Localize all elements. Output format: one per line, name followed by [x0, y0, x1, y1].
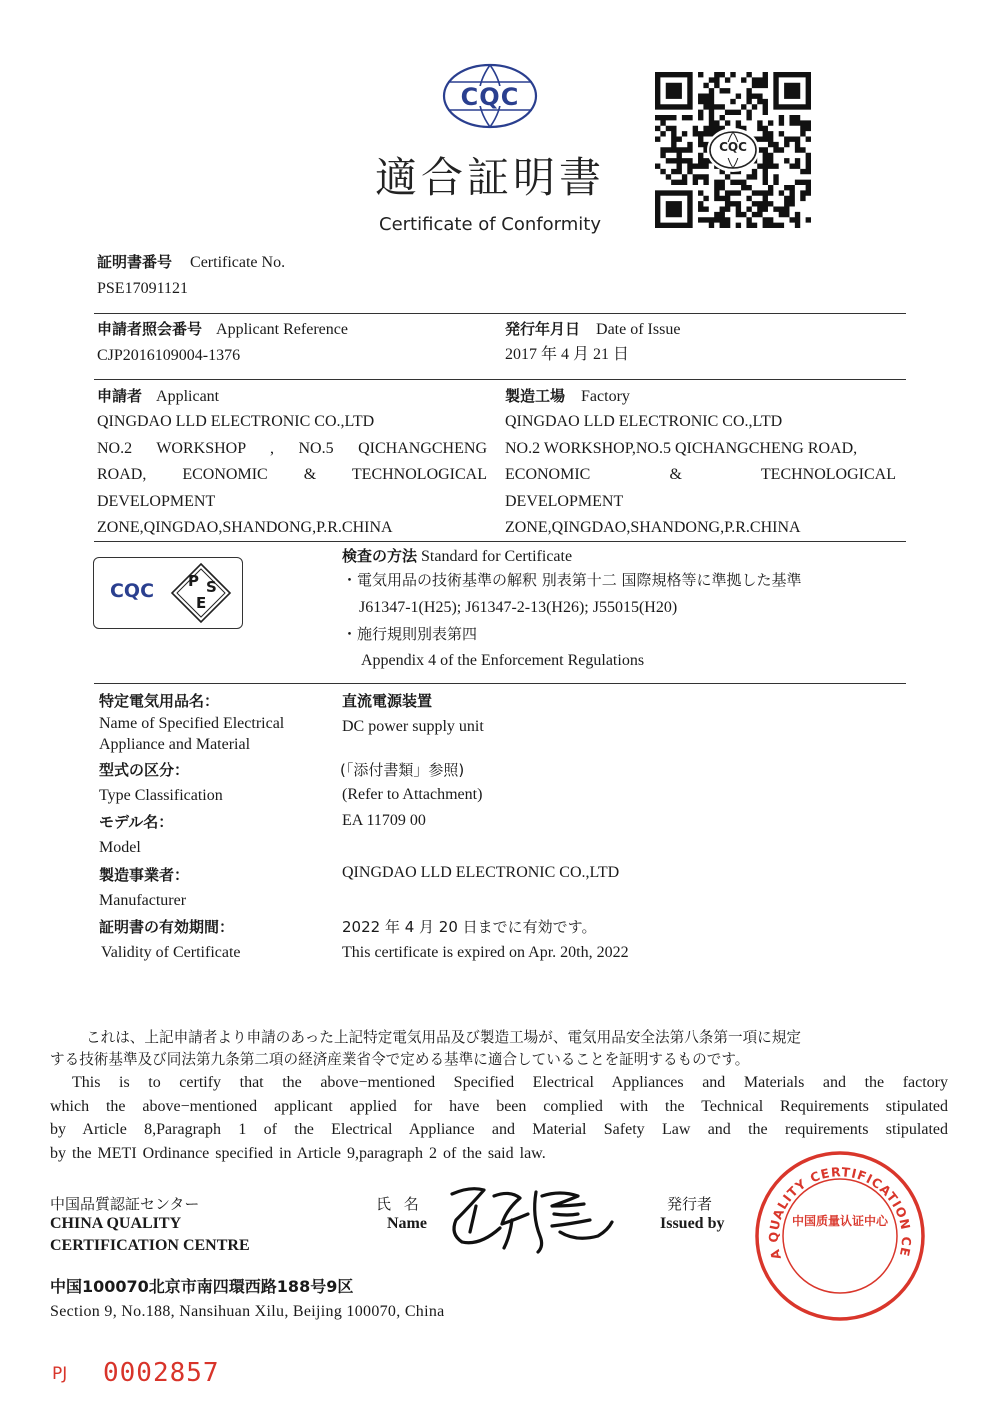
manufacturer-label-ja: 製造事業者： — [99, 866, 190, 884]
qr-cqc-logo: CQC — [719, 140, 747, 154]
applicant-label-ja: 申請者 — [97, 387, 143, 405]
standard-item-1-sub: J61347-1(H25); J61347-2-13(H26); J55015(H20) — [359, 599, 678, 616]
applicant-label — [97, 386, 219, 407]
type-label-en: Type Classification — [99, 787, 223, 804]
date-of-issue-label-ja: 発行年月日 — [505, 320, 581, 338]
validity-value-en: This certificate is expired on Apr. 20th, 2022 — [342, 944, 629, 961]
applicant-reference-label-en: Applicant Reference — [216, 321, 348, 338]
pse-s: S — [206, 578, 217, 596]
svg-text:CHINA QUALITY CERTIFICATION CE — [754, 1150, 914, 1261]
serial-number: 0002857 — [103, 1358, 220, 1388]
divider — [94, 379, 906, 380]
statement-ja-2: する技術基準及び同法第九条第二項の経済産業省令で定める基準に適合していることを証明するものです。 — [50, 1051, 750, 1068]
product-name-label-en-2: Appliance and Material — [99, 736, 251, 753]
qr-code — [655, 72, 811, 228]
standard-label-ja: 検査の方法 — [342, 547, 418, 565]
name-label-en: Name — [387, 1215, 427, 1232]
product-name-value-en: DC power supply unit — [342, 718, 484, 735]
date-of-issue-label — [505, 319, 680, 340]
factory-line: QINGDAO LLD ELECTRONIC CO.,LTD — [505, 413, 783, 430]
applicant-reference-label-ja: 申請者照会番号 — [97, 320, 203, 338]
model-label-ja: モデル名： — [99, 813, 174, 831]
validity-value-ja: 2022 年 4 月 20 日までに有効です。 — [342, 918, 597, 936]
type-value-ja: (「添付書類」参照) — [340, 761, 465, 779]
statement-en-4: by the METI Ordinance specified in Article 9,paragraph 2 of the said law. — [50, 1145, 546, 1162]
pse-e: E — [196, 594, 207, 612]
statement-en-2: which the above−mentioned applicant applied for have been complied with the Technical Requirements stipulated — [50, 1098, 948, 1115]
applicant-reference-value: CJP2016109004-1376 — [97, 347, 241, 364]
factory-label — [505, 386, 630, 407]
applicant-address — [97, 412, 487, 545]
issued-by-label-en: Issued by — [660, 1215, 725, 1232]
standard-item-1: ・電気用品の技術基準の解釈 別表第十二 国際規格等に準拠した基準 — [342, 571, 802, 589]
divider — [94, 313, 906, 314]
product-name-value-ja: 直流電源装置 — [342, 692, 433, 710]
applicant-line: NO.2 WORKSHOP , NO.5 QICHANGCHENG — [97, 439, 487, 457]
applicant-line: ROAD, ECONOMIC & TECHNOLOGICAL — [97, 466, 487, 483]
factory-line: NO.2 WORKSHOP,NO.5 QICHANGCHENG ROAD, — [505, 439, 858, 457]
divider — [94, 683, 906, 684]
validity-label-ja: 証明書の有効期間： — [99, 918, 235, 936]
applicant-line: ZONE,QINGDAO,SHANDONG,P.R.CHINA — [97, 519, 393, 536]
title-ja: 適合証明書 — [374, 153, 605, 202]
cqc-pse-mark — [93, 557, 243, 629]
product-name-label-ja: 特定電気用品名： — [99, 692, 220, 710]
official-seal — [754, 1150, 926, 1322]
factory-line: ECONOMIC & TECHNOLOGICAL — [505, 466, 896, 483]
factory-label-ja: 製造工場 — [505, 387, 566, 405]
standard-item-2-sub: Appendix 4 of the Enforcement Regulations — [361, 652, 645, 669]
standard-label-en: Standard for Certificate — [421, 548, 573, 565]
pse-p: P — [188, 572, 199, 590]
statement-en-3: by Article 8,Paragraph 1 of the Electrical Appliance and Material Safety Law and the requirements stipulated — [50, 1121, 948, 1138]
cqc-logo — [440, 62, 540, 130]
validity-label-en: Validity of Certificate — [101, 944, 241, 961]
model-label-en: Model — [99, 839, 141, 856]
factory-line: DEVELOPMENT — [505, 492, 624, 510]
org-name-en-1: CHINA QUALITY — [50, 1215, 182, 1232]
statement-ja-1: これは、上記申請者より申請のあった上記特定電気用品及び製造工場が、電気用品安全法第八条第一項に規定 — [86, 1029, 801, 1046]
name-label-ja: 氏 名 — [376, 1195, 423, 1213]
standard-item-2: ・施行規則別表第四 — [342, 625, 478, 643]
certificate-no-label-ja: 証明書番号 — [97, 253, 173, 271]
product-name-label-en-1: Name of Specified Electrical — [99, 715, 285, 732]
seal-center-text: 中国质量认证中心 — [791, 1214, 888, 1228]
seal-ring-text: A QUALITY CERTIFICATION CE — [765, 1164, 915, 1262]
org-name-ja: 中国品質認証センター — [50, 1195, 200, 1213]
type-value-en: (Refer to Attachment) — [342, 786, 483, 803]
applicant-line: QINGDAO LLD ELECTRONIC CO.,LTD — [97, 413, 375, 430]
applicant-line: DEVELOPMENT — [97, 492, 216, 510]
mark-cqc-text: CQC — [109, 580, 155, 602]
cqc-logo-text: CQC — [460, 83, 520, 111]
applicant-reference-label — [97, 319, 348, 340]
serial-prefix: PJ — [52, 1364, 68, 1384]
certificate-no-label — [97, 252, 285, 273]
address-en: Section 9, No.188, Nansihuan Xilu, Beijing 100070, China — [50, 1303, 445, 1320]
statement-en-1: This is to certify that the above−mentioned Specified Electrical Appliances and Materials and the factory — [72, 1074, 948, 1091]
certificate-no-label-en: Certificate No. — [190, 254, 286, 271]
factory-line: ZONE,QINGDAO,SHANDONG,P.R.CHINA — [505, 519, 801, 536]
standard-label — [342, 546, 572, 567]
signature — [440, 1176, 620, 1256]
manufacturer-value: QINGDAO LLD ELECTRONIC CO.,LTD — [342, 864, 620, 881]
address-zh: 中国100070北京市南四環西路188号9区 — [50, 1277, 354, 1296]
org-name-en-2: CERTIFICATION CENTRE — [50, 1237, 250, 1254]
issued-by-label-ja: 発行者 — [667, 1195, 713, 1213]
model-value: EA 11709 00 — [342, 812, 426, 829]
type-label-ja: 型式の区分： — [99, 761, 190, 779]
factory-label-en: Factory — [581, 388, 630, 405]
date-of-issue-label-en: Date of Issue — [596, 321, 681, 338]
date-of-issue-value: 2017 年 4 月 21 日 — [505, 346, 630, 363]
certificate-no-value: PSE17091121 — [97, 280, 188, 297]
divider — [94, 541, 906, 542]
applicant-label-en: Applicant — [156, 388, 220, 405]
factory-address — [505, 412, 896, 545]
title-en: Certificate of Conformity — [379, 214, 601, 235]
manufacturer-label-en: Manufacturer — [99, 892, 187, 909]
